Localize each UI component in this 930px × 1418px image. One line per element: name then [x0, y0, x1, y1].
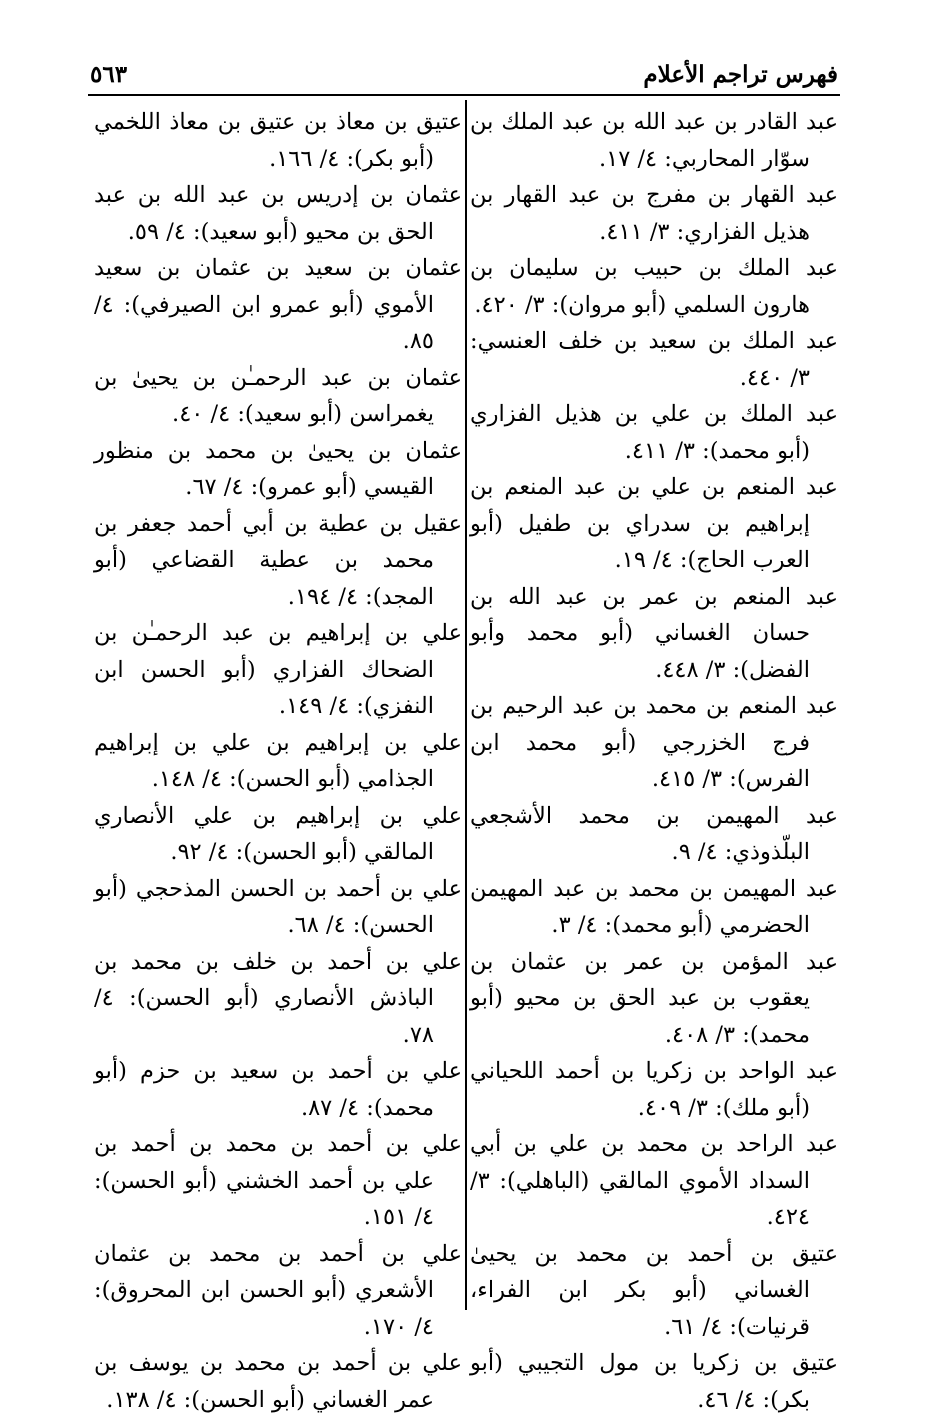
index-entry: عبد الملك بن حبيب بن سليمان بن هارون السلمي (أبو مروان): ٣/ ٤٢٠.	[470, 255, 838, 318]
index-entry: عثمان بن إدريس بن عبد الله بن عبد الحق بن محيو (أبو سعيد): ٤/ ٥٩.	[94, 182, 462, 245]
index-entry: عبد الواحد بن زكريا بن أحمد اللحياني (أبو ملك): ٣/ ٤٠٩.	[470, 1058, 838, 1121]
index-entry: عتيق بن زكريا بن مول التجيبي (أبو بكر): ٤/ ٤٦.	[470, 1350, 838, 1413]
index-column-left	[94, 104, 462, 1418]
index-entry: عبد المهيمن بن محمد بن عبد المهيمن الحضرمي (أبو محمد): ٤/ ٣.	[470, 875, 838, 938]
index-entry: عبد الراحد بن محمد بن علي بن أبي السداد الأموي المالقي (الباهلي): ٣/ ٤٢٤.	[470, 1131, 838, 1230]
index-entry: علي بن أحمد بن سعيد بن حزم (أبو محمد): ٤/ ٨٧.	[94, 1058, 462, 1121]
column-divider	[465, 100, 467, 1310]
page-header	[90, 58, 838, 90]
index-entry: علي بن أحمد بن محمد بن يوسف بن عمر الغساني (أبو الحسن): ٤/ ١٣٨.	[94, 1350, 462, 1413]
index-entry: عبد القادر بن عبد الله بن عبد الملك بن سوّار المحاربي: ٤/ ١٧.	[470, 109, 838, 172]
index-entry: علي بن أحمد بن محمد بن أحمد بن علي بن أحمد الخشني (أبو الحسن): ٤/ ١٥١.	[94, 1131, 462, 1230]
index-entry: عثمان بن عبد الرحمـٰن بن يحيىٰ بن يغمراسن (أبو سعيد): ٤/ ٤٠.	[94, 364, 462, 427]
index-entry: علي بن أحمد بن الحسن المذحجي (أبو الحسن): ٤/ ٦٨.	[94, 875, 462, 938]
index-column-right	[470, 104, 838, 1418]
index-entry: عتيق بن أحمد بن محمد بن يحيىٰ الغساني (أبو بكر ابن الفراء، قرنيات): ٤/ ٦١.	[470, 1240, 838, 1340]
index-entry: علي بن إبراهيم بن عبد الرحمـٰن بن الضحاك الفزاري (أبو الحسن ابن النفزي): ٤/ ١٤٩.	[94, 620, 462, 719]
index-entry: عقيل بن عطية بن أبي أحمد جعفر بن محمد بن عطية القضاعي (أبو المجد): ٤/ ١٩٤.	[94, 510, 462, 610]
index-entry: عبد المؤمن بن عمر بن عثمان بن يعقوب بن عبد الحق بن محيو (أبو محمد): ٣/ ٤٠٨.	[470, 948, 838, 1048]
index-entry: علي بن أحمد بن خلف بن محمد بن الباذش الأنصاري (أبو الحسن): ٤/ ٧٨.	[94, 948, 462, 1048]
index-entry: عبد المنعم بن عمر بن عبد الله بن حسان الغساني (أبو محمد وأبو الفضل): ٣/ ٤٤٨.	[470, 583, 838, 683]
index-entry: عبد القهار بن مفرج بن عبد القهار بن هذيل الفزاري: ٣/ ٤١١.	[470, 182, 838, 245]
index-entry: علي بن أحمد بن محمد بن عثمان الأشعري (أبو الحسن ابن المحروق): ٤/ ١٧٠.	[94, 1240, 462, 1340]
index-entry: عبد المنعم بن محمد بن عبد الرحيم بن فرج الخزرجي (أبو محمد ابن الفرس): ٣/ ٤١٥.	[470, 693, 838, 792]
index-entry: عتيق بن معاذ بن عتيق بن معاذ اللخمي (أبو بكر): ٤/ ١٦٦.	[94, 109, 462, 172]
header-rule	[88, 94, 840, 96]
index-entry: عبد المنعم بن علي بن عبد المنعم بن إبراهيم بن سدراي بن طفيل (أبو العرب الحاج): ٤/ ١٩.	[470, 474, 838, 573]
index-entry: عثمان بن يحيىٰ بن محمد بن منظور القيسي (أبو عمرو): ٤/ ٦٧.	[94, 437, 462, 500]
page-number: ٥٦٣	[90, 60, 128, 88]
index-entry: علي بن إبراهيم بن علي بن إبراهيم الجذامي (أبو الحسن): ٤/ ١٤٨.	[94, 729, 462, 792]
index-entry: عثمان بن سعيد بن عثمان بن سعيد الأموي (أبو عمرو ابن الصيرفي): ٤/ ٨٥.	[94, 255, 462, 354]
index-entry: علي بن إبراهيم بن علي الأنصاري المالقي (أبو الحسن): ٤/ ٩٢.	[94, 802, 462, 865]
index-entry: عبد الملك بن سعيد بن خلف العنسي: ٣/ ٤٤٠.	[470, 328, 838, 391]
running-title: فهرس تراجم الأعلام	[643, 60, 838, 88]
index-entry: عبد الملك بن علي بن هذيل الفزاري (أبو محمد): ٣/ ٤١١.	[470, 401, 838, 464]
index-entry: عبد المهيمن بن محمد الأشجعي البلّذوذي: ٤/ ٩.	[470, 802, 838, 865]
